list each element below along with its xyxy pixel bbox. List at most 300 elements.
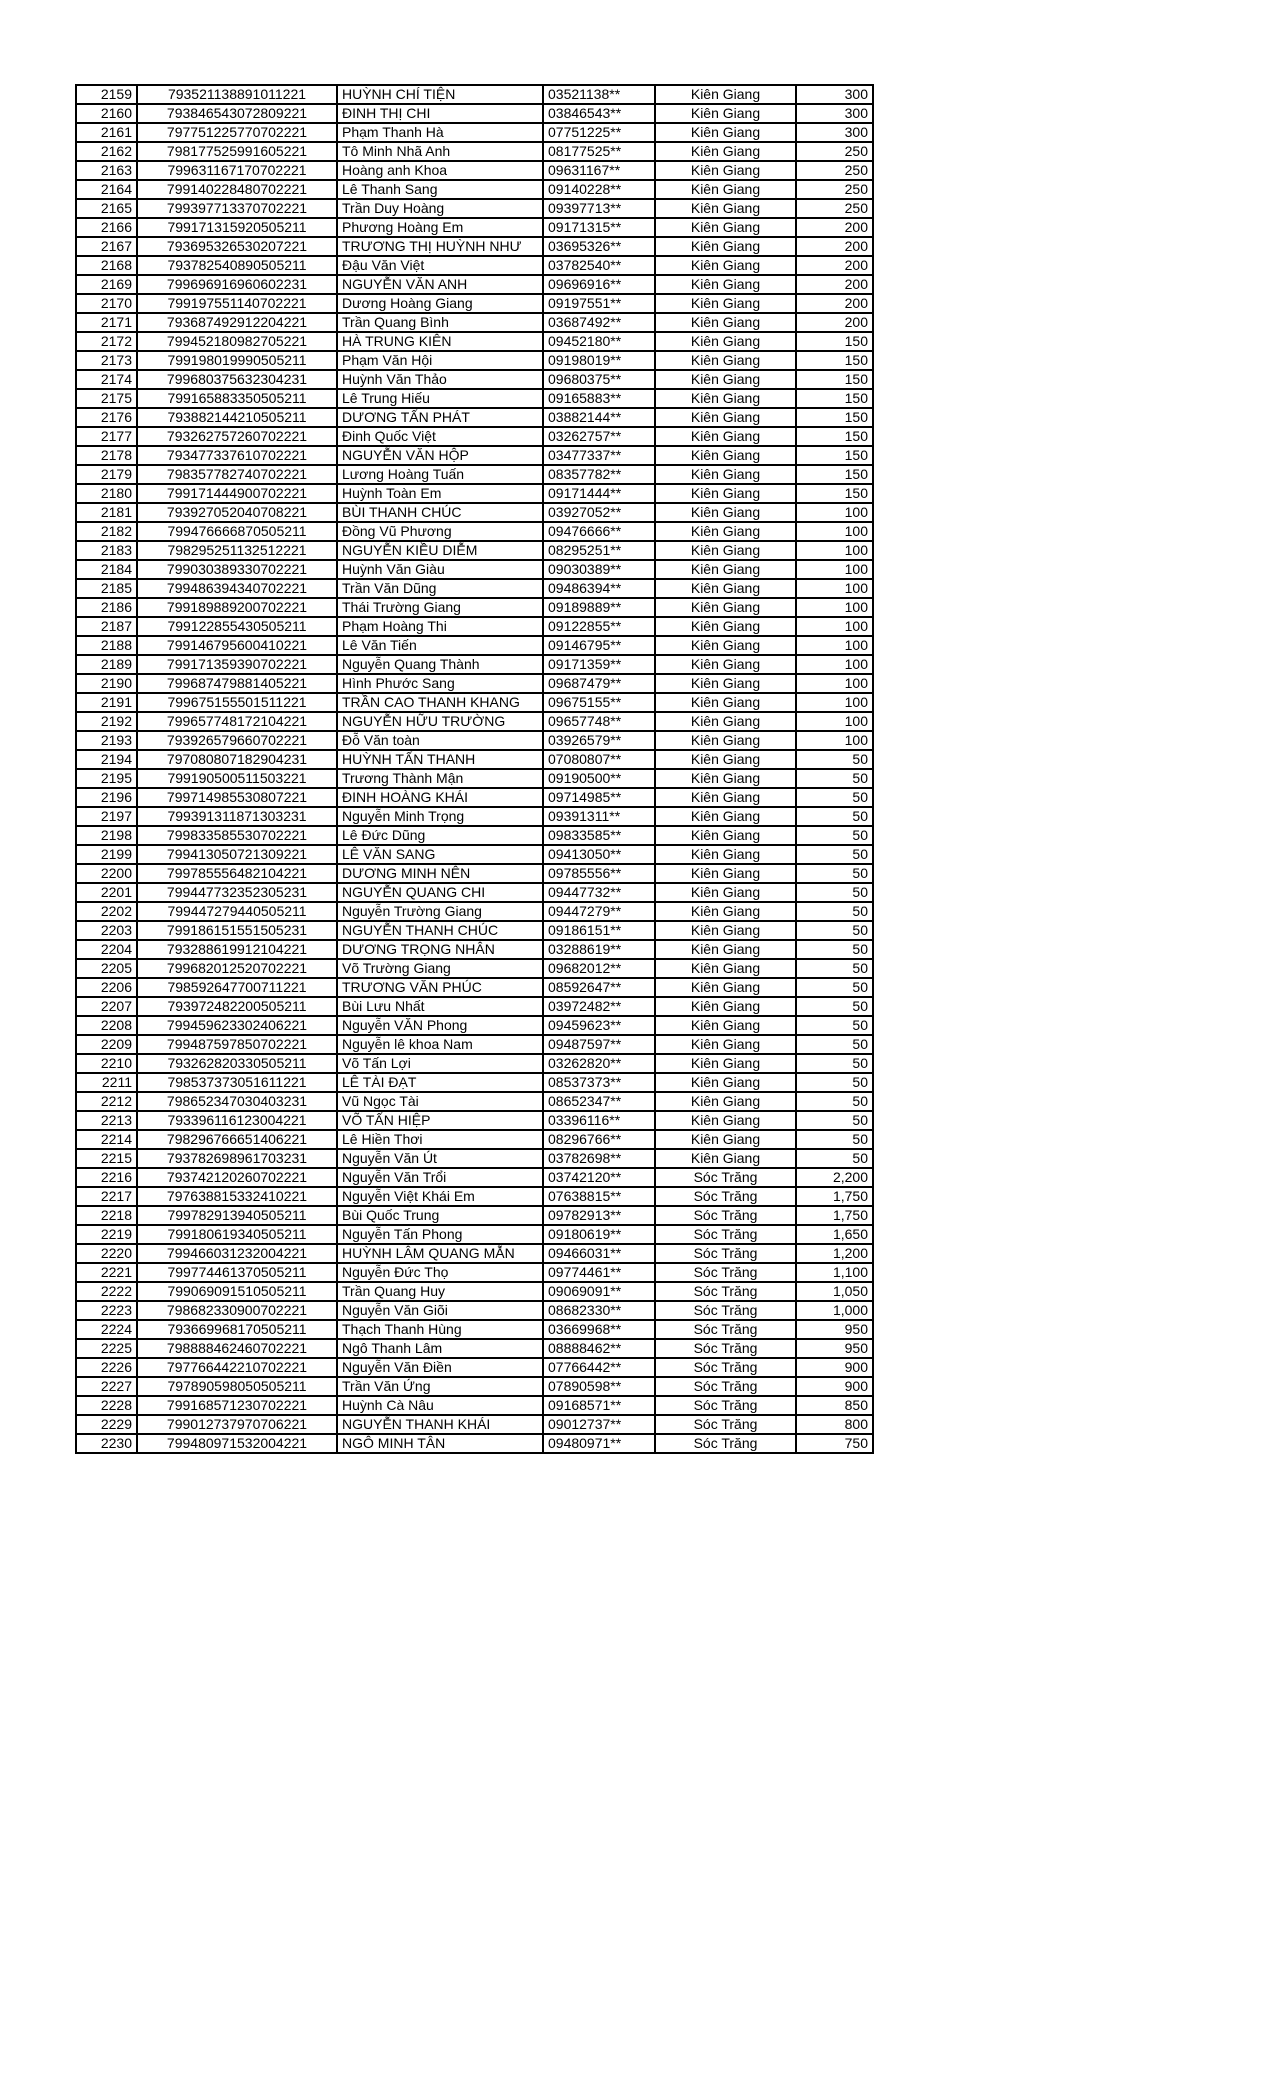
cell-name: DƯƠNG TẤN PHÁT — [337, 408, 543, 427]
cell-phone: 09165883** — [543, 389, 655, 408]
cell-stt: 2223 — [76, 1301, 137, 1320]
cell-name: Đinh Quốc Việt — [337, 427, 543, 446]
cell-province: Sóc Trăng — [655, 1377, 796, 1396]
cell-name: Dương Hoàng Giang — [337, 294, 543, 313]
cell-province: Kiên Giang — [655, 712, 796, 731]
cell-name: TRẦN CAO THANH KHANG — [337, 693, 543, 712]
cell-code: 799397713370702221 — [137, 199, 337, 218]
cell-code: 797890598050505211 — [137, 1377, 337, 1396]
cell-name: Phạm Hoàng Thi — [337, 617, 543, 636]
cell-phone: 03882144** — [543, 408, 655, 427]
table-row — [76, 1111, 873, 1130]
cell-code: 799687479881405221 — [137, 674, 337, 693]
cell-code: 799069091510505211 — [137, 1282, 337, 1301]
cell-stt: 2179 — [76, 465, 137, 484]
cell-amount: 100 — [796, 617, 873, 636]
cell-stt: 2201 — [76, 883, 137, 902]
cell-code: 799012737970706221 — [137, 1415, 337, 1434]
cell-province: Sóc Trăng — [655, 1263, 796, 1282]
cell-province: Kiên Giang — [655, 598, 796, 617]
cell-stt: 2220 — [76, 1244, 137, 1263]
cell-name: Phạm Văn Hội — [337, 351, 543, 370]
cell-phone: 08357782** — [543, 465, 655, 484]
cell-name: Trần Văn Dũng — [337, 579, 543, 598]
cell-province: Kiên Giang — [655, 1149, 796, 1168]
cell-phone: 09171359** — [543, 655, 655, 674]
cell-amount: 150 — [796, 484, 873, 503]
cell-name: NGUYỄN THANH KHÁI — [337, 1415, 543, 1434]
cell-code: 799391311871303231 — [137, 807, 337, 826]
cell-province: Sóc Trăng — [655, 1301, 796, 1320]
cell-amount: 50 — [796, 845, 873, 864]
cell-province: Kiên Giang — [655, 921, 796, 940]
table-row — [76, 1415, 873, 1434]
cell-province: Kiên Giang — [655, 864, 796, 883]
cell-phone: 09774461** — [543, 1263, 655, 1282]
table-row — [76, 712, 873, 731]
cell-province: Sóc Trăng — [655, 1339, 796, 1358]
cell-province: Kiên Giang — [655, 788, 796, 807]
cell-province: Kiên Giang — [655, 1092, 796, 1111]
cell-name: Bùi Lưu Nhất — [337, 997, 543, 1016]
cell-stt: 2214 — [76, 1130, 137, 1149]
cell-name: Thạch Thanh Hùng — [337, 1320, 543, 1339]
cell-name: Ngô Thanh Lâm — [337, 1339, 543, 1358]
table-row — [76, 1339, 873, 1358]
cell-code: 793477337610702221 — [137, 446, 337, 465]
table-row — [76, 465, 873, 484]
cell-stt: 2218 — [76, 1206, 137, 1225]
cell-code: 797638815332410221 — [137, 1187, 337, 1206]
cell-amount: 150 — [796, 427, 873, 446]
cell-code: 799459623302406221 — [137, 1016, 337, 1035]
cell-name: Nguyễn VĂN Phong — [337, 1016, 543, 1035]
cell-phone: 09486394** — [543, 579, 655, 598]
cell-code: 799714985530807221 — [137, 788, 337, 807]
cell-amount: 300 — [796, 104, 873, 123]
cell-amount: 750 — [796, 1434, 873, 1453]
table-row — [76, 769, 873, 788]
cell-stt: 2181 — [76, 503, 137, 522]
table-row — [76, 788, 873, 807]
cell-stt: 2210 — [76, 1054, 137, 1073]
cell-stt: 2202 — [76, 902, 137, 921]
table-row — [76, 275, 873, 294]
cell-province: Kiên Giang — [655, 142, 796, 161]
cell-province: Kiên Giang — [655, 902, 796, 921]
cell-name: NGUYỄN HỮU TRƯỜNG — [337, 712, 543, 731]
cell-amount: 950 — [796, 1320, 873, 1339]
cell-name: Huỳnh Văn Thảo — [337, 370, 543, 389]
cell-code: 798888462460702221 — [137, 1339, 337, 1358]
table-row — [76, 1377, 873, 1396]
cell-amount: 800 — [796, 1415, 873, 1434]
table-row — [76, 560, 873, 579]
cell-stt: 2189 — [76, 655, 137, 674]
cell-province: Kiên Giang — [655, 655, 796, 674]
cell-stt: 2161 — [76, 123, 137, 142]
cell-stt: 2228 — [76, 1396, 137, 1415]
cell-phone: 03782540** — [543, 256, 655, 275]
cell-name: Trần Văn Ứng — [337, 1377, 543, 1396]
cell-stt: 2193 — [76, 731, 137, 750]
cell-amount: 50 — [796, 883, 873, 902]
cell-province: Kiên Giang — [655, 408, 796, 427]
cell-name: NGUYỄN THANH CHÚC — [337, 921, 543, 940]
cell-province: Kiên Giang — [655, 161, 796, 180]
table-row — [76, 1434, 873, 1453]
cell-stt: 2216 — [76, 1168, 137, 1187]
cell-phone: 03396116** — [543, 1111, 655, 1130]
cell-amount: 50 — [796, 1054, 873, 1073]
table-row — [76, 1320, 873, 1339]
cell-province: Sóc Trăng — [655, 1225, 796, 1244]
cell-amount: 50 — [796, 1092, 873, 1111]
cell-name: Phạm Thanh Hà — [337, 123, 543, 142]
cell-name: Nguyễn Quang Thành — [337, 655, 543, 674]
cell-phone: 03669968** — [543, 1320, 655, 1339]
cell-province: Kiên Giang — [655, 1016, 796, 1035]
table-row — [76, 731, 873, 750]
cell-stt: 2176 — [76, 408, 137, 427]
cell-code: 799487597850702221 — [137, 1035, 337, 1054]
cell-name: Nguyễn Văn Trổi — [337, 1168, 543, 1187]
cell-stt: 2227 — [76, 1377, 137, 1396]
cell-stt: 2171 — [76, 313, 137, 332]
cell-name: NGUYỄN VĂN ANH — [337, 275, 543, 294]
table-row — [76, 1149, 873, 1168]
cell-code: 793262820330505211 — [137, 1054, 337, 1073]
cell-phone: 03782698** — [543, 1149, 655, 1168]
cell-code: 793695326530207221 — [137, 237, 337, 256]
table-row — [76, 294, 873, 313]
cell-stt: 2196 — [76, 788, 137, 807]
table-row — [76, 807, 873, 826]
cell-amount: 50 — [796, 1016, 873, 1035]
cell-province: Sóc Trăng — [655, 1206, 796, 1225]
cell-phone: 03695326** — [543, 237, 655, 256]
cell-amount: 100 — [796, 636, 873, 655]
cell-code: 799682012520702221 — [137, 959, 337, 978]
cell-code: 798296766651406221 — [137, 1130, 337, 1149]
cell-code: 799657748172104221 — [137, 712, 337, 731]
winners-list-sheet — [75, 84, 874, 1454]
table-row — [76, 1054, 873, 1073]
cell-stt: 2211 — [76, 1073, 137, 1092]
cell-amount: 100 — [796, 655, 873, 674]
cell-stt: 2162 — [76, 142, 137, 161]
table-row — [76, 1035, 873, 1054]
table-row — [76, 123, 873, 142]
cell-phone: 07890598** — [543, 1377, 655, 1396]
cell-code: 799140228480702221 — [137, 180, 337, 199]
cell-stt: 2221 — [76, 1263, 137, 1282]
table-row — [76, 408, 873, 427]
table-row — [76, 1282, 873, 1301]
table-row — [76, 313, 873, 332]
cell-amount: 150 — [796, 332, 873, 351]
cell-name: HUỲNH CHÍ TIỆN — [337, 85, 543, 104]
cell-phone: 08888462** — [543, 1339, 655, 1358]
cell-amount: 250 — [796, 161, 873, 180]
cell-name: Huỳnh Toàn Em — [337, 484, 543, 503]
cell-province: Kiên Giang — [655, 1111, 796, 1130]
cell-phone: 08652347** — [543, 1092, 655, 1111]
cell-name: Lương Hoàng Tuấn — [337, 465, 543, 484]
cell-amount: 200 — [796, 218, 873, 237]
cell-phone: 09168571** — [543, 1396, 655, 1415]
table-row — [76, 636, 873, 655]
cell-amount: 100 — [796, 522, 873, 541]
cell-province: Kiên Giang — [655, 1073, 796, 1092]
table-row — [76, 750, 873, 769]
cell-phone: 03927052** — [543, 503, 655, 522]
cell-amount: 100 — [796, 712, 873, 731]
table-row — [76, 1301, 873, 1320]
table-row — [76, 1225, 873, 1244]
cell-amount: 1,750 — [796, 1187, 873, 1206]
cell-stt: 2182 — [76, 522, 137, 541]
cell-name: Đồng Vũ Phương — [337, 522, 543, 541]
table-row — [76, 883, 873, 902]
cell-province: Sóc Trăng — [655, 1434, 796, 1453]
cell-amount: 50 — [796, 997, 873, 1016]
cell-amount: 100 — [796, 693, 873, 712]
cell-phone: 09171315** — [543, 218, 655, 237]
cell-phone: 03687492** — [543, 313, 655, 332]
cell-stt: 2185 — [76, 579, 137, 598]
cell-stt: 2165 — [76, 199, 137, 218]
cell-province: Sóc Trăng — [655, 1415, 796, 1434]
cell-phone: 08537373** — [543, 1073, 655, 1092]
cell-code: 799486394340702221 — [137, 579, 337, 598]
cell-name: DƯƠNG TRỌNG NHÂN — [337, 940, 543, 959]
cell-code: 799413050721309221 — [137, 845, 337, 864]
cell-phone: 03972482** — [543, 997, 655, 1016]
cell-phone: 07638815** — [543, 1187, 655, 1206]
cell-stt: 2173 — [76, 351, 137, 370]
table-row — [76, 1396, 873, 1415]
cell-province: Kiên Giang — [655, 1035, 796, 1054]
cell-stt: 2190 — [76, 674, 137, 693]
cell-code: 799447279440505211 — [137, 902, 337, 921]
cell-amount: 150 — [796, 351, 873, 370]
cell-amount: 200 — [796, 275, 873, 294]
cell-province: Kiên Giang — [655, 674, 796, 693]
cell-stt: 2168 — [76, 256, 137, 275]
table-row — [76, 1092, 873, 1111]
cell-phone: 03521138** — [543, 85, 655, 104]
table-row — [76, 199, 873, 218]
table-row — [76, 617, 873, 636]
table-row — [76, 826, 873, 845]
cell-name: Nguyễn Văn Giõi — [337, 1301, 543, 1320]
cell-code: 793882144210505211 — [137, 408, 337, 427]
table-row — [76, 161, 873, 180]
cell-name: Bùi Quốc Trung — [337, 1206, 543, 1225]
cell-code: 793687492912204221 — [137, 313, 337, 332]
cell-amount: 100 — [796, 579, 873, 598]
cell-province: Sóc Trăng — [655, 1282, 796, 1301]
cell-name: Huỳnh Văn Giàu — [337, 560, 543, 579]
cell-name: Hoàng anh Khoa — [337, 161, 543, 180]
cell-province: Kiên Giang — [655, 883, 796, 902]
cell-name: Nguyễn Văn Út — [337, 1149, 543, 1168]
cell-province: Kiên Giang — [655, 636, 796, 655]
cell-amount: 50 — [796, 1149, 873, 1168]
cell-name: Võ Tấn Lợi — [337, 1054, 543, 1073]
cell-phone: 09198019** — [543, 351, 655, 370]
cell-code: 799480971532004221 — [137, 1434, 337, 1453]
cell-name: VÕ TẤN HIỆP — [337, 1111, 543, 1130]
cell-province: Kiên Giang — [655, 427, 796, 446]
cell-code: 799452180982705221 — [137, 332, 337, 351]
cell-province: Kiên Giang — [655, 275, 796, 294]
cell-code: 799171315920505211 — [137, 218, 337, 237]
cell-code: 799476666870505211 — [137, 522, 337, 541]
cell-code: 798357782740702221 — [137, 465, 337, 484]
cell-phone: 09140228** — [543, 180, 655, 199]
cell-amount: 1,650 — [796, 1225, 873, 1244]
table-row — [76, 332, 873, 351]
cell-name: Thái Trường Giang — [337, 598, 543, 617]
table-row — [76, 446, 873, 465]
table-row — [76, 1206, 873, 1225]
cell-amount: 2,200 — [796, 1168, 873, 1187]
table-row — [76, 864, 873, 883]
cell-province: Kiên Giang — [655, 123, 796, 142]
cell-phone: 09680375** — [543, 370, 655, 389]
cell-name: HUỲNH TẤN THANH — [337, 750, 543, 769]
cell-phone: 09189889** — [543, 598, 655, 617]
cell-amount: 300 — [796, 123, 873, 142]
winners-table-body — [76, 85, 873, 1453]
cell-stt: 2184 — [76, 560, 137, 579]
table-row — [76, 997, 873, 1016]
cell-stt: 2203 — [76, 921, 137, 940]
cell-phone: 09459623** — [543, 1016, 655, 1035]
cell-amount: 50 — [796, 940, 873, 959]
cell-amount: 200 — [796, 256, 873, 275]
cell-phone: 08295251** — [543, 541, 655, 560]
cell-amount: 250 — [796, 180, 873, 199]
cell-stt: 2215 — [76, 1149, 137, 1168]
cell-stt: 2205 — [76, 959, 137, 978]
cell-amount: 50 — [796, 1130, 873, 1149]
cell-province: Kiên Giang — [655, 313, 796, 332]
cell-name: Nguyễn Việt Khái Em — [337, 1187, 543, 1206]
cell-stt: 2212 — [76, 1092, 137, 1111]
cell-code: 797766442210702221 — [137, 1358, 337, 1377]
cell-name: BÙI THANH CHÚC — [337, 503, 543, 522]
cell-phone: 09833585** — [543, 826, 655, 845]
cell-phone: 03288619** — [543, 940, 655, 959]
cell-phone: 08296766** — [543, 1130, 655, 1149]
cell-stt: 2208 — [76, 1016, 137, 1035]
table-row — [76, 1130, 873, 1149]
cell-code: 799190500511503221 — [137, 769, 337, 788]
cell-province: Kiên Giang — [655, 769, 796, 788]
cell-stt: 2217 — [76, 1187, 137, 1206]
cell-amount: 150 — [796, 370, 873, 389]
cell-amount: 200 — [796, 294, 873, 313]
cell-stt: 2209 — [76, 1035, 137, 1054]
cell-name: Đậu Văn Việt — [337, 256, 543, 275]
cell-province: Kiên Giang — [655, 997, 796, 1016]
cell-stt: 2200 — [76, 864, 137, 883]
winners-table — [75, 84, 874, 1454]
cell-name: Lê Thanh Sang — [337, 180, 543, 199]
cell-stt: 2199 — [76, 845, 137, 864]
cell-code: 799168571230702221 — [137, 1396, 337, 1415]
cell-phone: 09197551** — [543, 294, 655, 313]
cell-phone: 03262757** — [543, 427, 655, 446]
cell-phone: 09452180** — [543, 332, 655, 351]
cell-phone: 08592647** — [543, 978, 655, 997]
cell-name: ĐINH HOÀNG KHÁI — [337, 788, 543, 807]
cell-code: 797751225770702221 — [137, 123, 337, 142]
cell-name: Nguyễn lê khoa Nam — [337, 1035, 543, 1054]
cell-name: Tô Minh Nhã Anh — [337, 142, 543, 161]
cell-code: 799782913940505211 — [137, 1206, 337, 1225]
cell-province: Kiên Giang — [655, 199, 796, 218]
cell-name: TRƯƠNG THỊ HUỲNH NHƯ — [337, 237, 543, 256]
cell-stt: 2207 — [76, 997, 137, 1016]
cell-stt: 2226 — [76, 1358, 137, 1377]
cell-amount: 50 — [796, 902, 873, 921]
cell-stt: 2219 — [76, 1225, 137, 1244]
cell-code: 799165883350505211 — [137, 389, 337, 408]
cell-province: Kiên Giang — [655, 807, 796, 826]
cell-province: Kiên Giang — [655, 332, 796, 351]
cell-province: Kiên Giang — [655, 940, 796, 959]
cell-stt: 2178 — [76, 446, 137, 465]
cell-stt: 2225 — [76, 1339, 137, 1358]
cell-province: Kiên Giang — [655, 560, 796, 579]
cell-phone: 09122855** — [543, 617, 655, 636]
cell-code: 793742120260702221 — [137, 1168, 337, 1187]
table-row — [76, 978, 873, 997]
cell-code: 799171359390702221 — [137, 655, 337, 674]
table-row — [76, 674, 873, 693]
cell-name: Hình Phước Sang — [337, 674, 543, 693]
cell-stt: 2204 — [76, 940, 137, 959]
cell-phone: 09012737** — [543, 1415, 655, 1434]
cell-code: 799189889200702221 — [137, 598, 337, 617]
cell-amount: 100 — [796, 731, 873, 750]
cell-amount: 50 — [796, 769, 873, 788]
cell-province: Kiên Giang — [655, 522, 796, 541]
cell-code: 793782698961703231 — [137, 1149, 337, 1168]
cell-province: Sóc Trăng — [655, 1187, 796, 1206]
cell-province: Kiên Giang — [655, 237, 796, 256]
cell-stt: 2198 — [76, 826, 137, 845]
cell-province: Kiên Giang — [655, 978, 796, 997]
cell-province: Kiên Giang — [655, 826, 796, 845]
cell-amount: 50 — [796, 826, 873, 845]
cell-code: 799146795600410221 — [137, 636, 337, 655]
cell-phone: 09030389** — [543, 560, 655, 579]
cell-phone: 09480971** — [543, 1434, 655, 1453]
cell-stt: 2166 — [76, 218, 137, 237]
cell-province: Sóc Trăng — [655, 1168, 796, 1187]
cell-phone: 09714985** — [543, 788, 655, 807]
table-row — [76, 237, 873, 256]
table-row — [76, 1016, 873, 1035]
cell-province: Sóc Trăng — [655, 1244, 796, 1263]
cell-phone: 03926579** — [543, 731, 655, 750]
table-row — [76, 1244, 873, 1263]
